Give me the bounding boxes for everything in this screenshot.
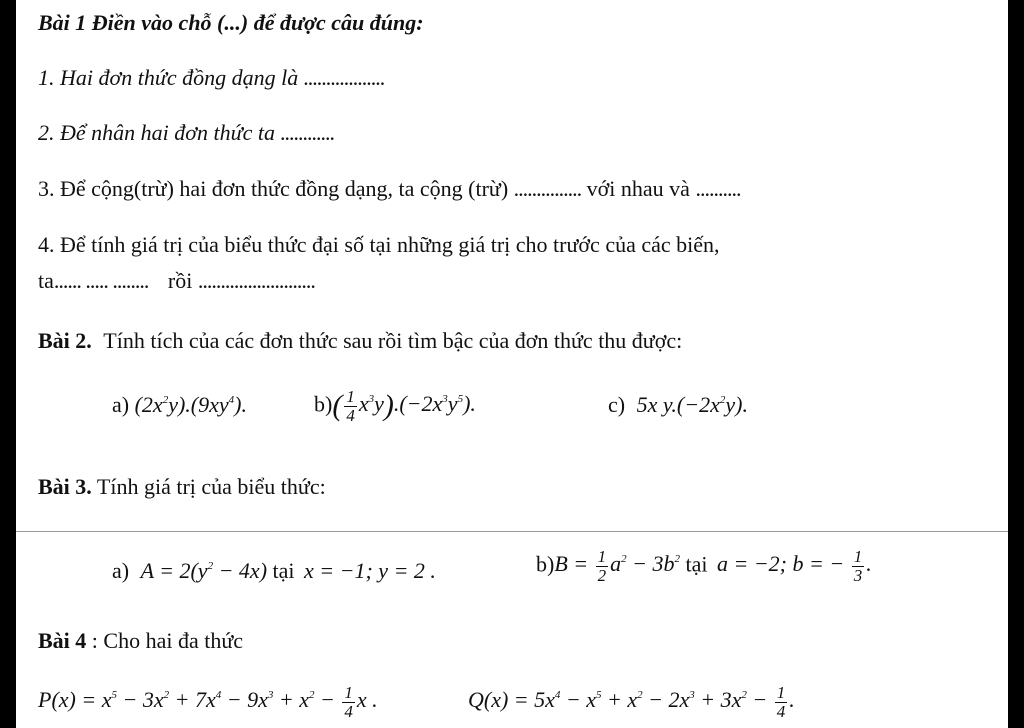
exercise-1-question-2 <box>38 120 335 146</box>
exercise-2-label: Bài 2. <box>38 328 92 353</box>
exercise-1-question-4 <box>38 232 720 258</box>
polynomial-q <box>468 684 795 721</box>
worksheet-page <box>16 0 1008 728</box>
exercise-2-title <box>38 328 682 354</box>
exercise-1-question-4-line-2 <box>38 268 315 294</box>
item-b-expression: B = $\frac{1}{2}$ $a^2 - 3b^2$ <box>554 547 680 585</box>
item-b-label: b) <box>536 551 555 577</box>
item-c-label: c) <box>608 392 626 417</box>
item-a-tai: tại <box>272 558 295 583</box>
exercise-2-text: Tính tích của các đơn thức sau rồi tìm bậc của đơn thức thu được: <box>103 328 683 353</box>
exercise-1-title-text: Bài 1 Điền vào chỗ (...) để được câu đúng: <box>38 10 424 35</box>
item-b-formula: ( $\frac{1}{4}$ $x^3y).(-2x^3y^5)$. <box>332 387 476 425</box>
exercise-3-text: Tính giá trị của biểu thức: <box>96 474 326 499</box>
question-3-text: 3. Để cộng(trừ) hai đơn thức đồng dạng, ta cộng (trừ) <box>38 176 509 201</box>
polynomial-q-formula: $Q(x) = 5x^4 - x^5 + x^2 - 2x^3 + 3x^2$ − $\frac{1}{4}$ . <box>468 683 795 721</box>
exercise-3-item-b <box>536 548 872 585</box>
section-divider <box>16 531 1008 532</box>
exercise-4-text: : Cho hai đa thức <box>91 628 244 653</box>
exercise-2-item-c <box>608 392 748 418</box>
exercise-3-item-a <box>112 558 436 584</box>
exercise-4-title <box>38 628 243 654</box>
exercise-1-title <box>38 10 424 36</box>
exercise-2-item-b <box>314 388 476 425</box>
item-a-label: a) <box>112 392 130 417</box>
exercise-3-title <box>38 474 326 500</box>
item-b-tai: tại <box>685 551 708 577</box>
question-4-blank-1: ...... ..... ........ <box>53 268 149 293</box>
polynomial-p <box>38 684 378 721</box>
question-4-roi: rồi <box>167 268 193 293</box>
question-3-text-2: với nhau và <box>586 176 690 201</box>
question-2-text: 2. Để nhân hai đơn thức ta <box>38 120 275 145</box>
question-3-blank-1: ............... <box>513 176 582 201</box>
exercise-1-question-3 <box>38 176 740 202</box>
item-c-formula: 5x $y.(-2x^2y)$. <box>636 392 748 417</box>
question-4-ta: ta <box>38 268 54 293</box>
question-1-blank: .................. <box>303 65 385 90</box>
question-4-text: 4. Để tính giá trị của biểu thức đại số tại những giá trị cho trước của các biến, <box>38 232 720 257</box>
question-4-blank-2: .......................... <box>197 268 315 293</box>
exercise-2-item-a <box>112 392 247 418</box>
exercise-1-question-1 <box>38 65 385 91</box>
item-b-label: b) <box>314 391 333 417</box>
item-b-values: a = −2; b = − $\frac{1}{3}$ . <box>716 547 872 585</box>
question-2-blank: ............ <box>280 120 335 145</box>
polynomial-p-formula: $P(x) = x^5 - 3x^2 + 7x^4 - 9x^3 + x^2$ − $\frac{1}{4}$ x . <box>38 683 378 721</box>
exercise-3-label: Bài 3. <box>38 474 92 499</box>
item-a-values: x = −1; y = 2 . <box>304 558 436 583</box>
item-a-expression: $A = 2(y^2 - 4x)$ <box>140 558 268 583</box>
question-3-blank-2: .......... <box>695 176 741 201</box>
question-1-text: 1. Hai đơn thức đồng dạng là <box>38 65 299 90</box>
item-a-label: a) <box>112 558 130 583</box>
item-a-formula: $(2x^2y).(9xy^4)$. <box>134 392 247 417</box>
exercise-4-label: Bài 4 <box>38 628 87 653</box>
